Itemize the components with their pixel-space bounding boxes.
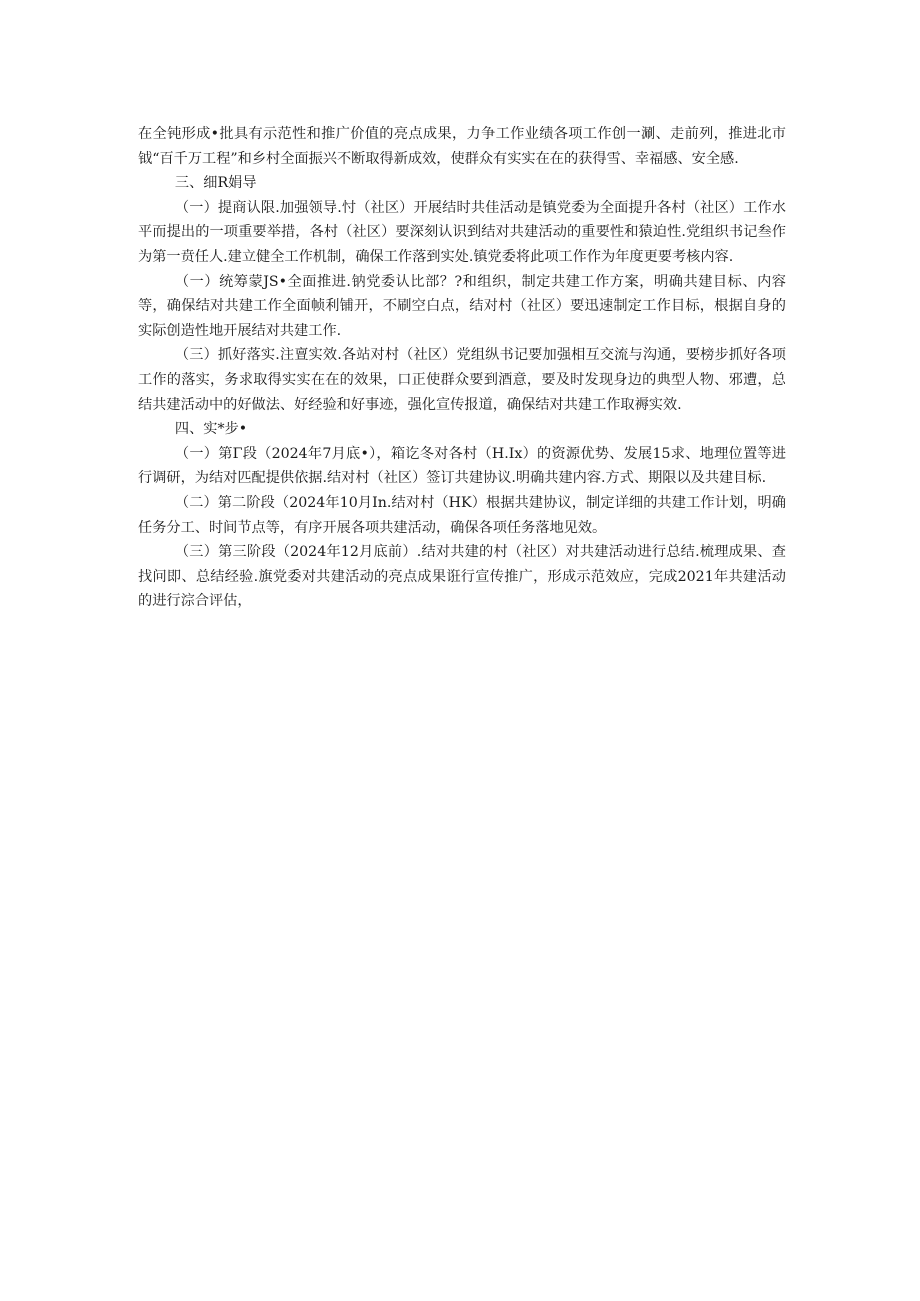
paragraph-3-3: （三）抓好落实.注亶实效.各站对村（社区）党组纵书记要加强相互交流与沟通，要榜步抓好各项工作的落实，务求取得实实在在的效果，口正使群众要到酒意，要及时发现身边的典型人物、邪遭，总结共建活动中的好做法、好经验和好事迹，强化宣传报道，确保结对共建工作取褥实效. <box>138 347 786 413</box>
section-heading-4: 四、实*步• <box>174 421 248 438</box>
paragraph-4-2: （二）第二阶段（2024年10月In.结对村（HK）根据共建协议，制定详细的共建工作计划，明确任务分工、时间节点等，有序开展各项共建活动，确保各项任务落地见效。 <box>138 494 786 536</box>
paragraph-4-3: （三）第三阶段（2024年12月底前）.结对共建的村（社区）对共建活动进行总结.梳理成果、查找问即、总结经验.旗党委对共建活动的亮点成果诳行宣传推广，形成示范效应，完成2021年共建活动的进行淙合评估， <box>138 544 786 610</box>
paragraph-3-1: （一）提商认限.加强领导.忖（社区）开展结时共佳活动是镇党委为全面提升各村（社区）工作水平而提出的一项重要举措，各村（社区）要深刻认识到结对共建活动的重要性和猿迫性.党组织书记叁作为第一贲任人.建立健全工作机制，确保工作落到实处.镇党委将此项工作作为年度更要考核内容. <box>138 199 786 265</box>
paragraph-4-1: （一）第Γ段（2024年7月底•），箱讫冬对各村（H.Ix）的资源优势、发展15求、地理位置等进行调研，为结对匹配提供依据.结对村（社区）签订共建协议.明确共建内容.方式、期限以及共建目标. <box>138 445 786 487</box>
document-body <box>138 122 786 614</box>
section-heading-3: 三、细R娟导 <box>174 175 257 192</box>
paragraph-3-2: （一）统筹蒙JS•全面推进.钠党委认比部？?和组织，制定共建工作方案，明确共建目标、内容等，确保结对共建工作全面帧利铺开，不刷空白点，结对村（社区）要迅速制定工作目标，根据自身的实际创造性地开展结对共建工作. <box>138 273 786 339</box>
paragraph-intro: 在全钝形成•批具有示范性和推广价值的亮点成果，力争工作业绩各项工作创一涮、走前列，推进北市钺“百千万工程”和乡村全面振兴不断取得新成效，使群众有实实在在的获得雪、幸福感、安全感. <box>138 126 786 167</box>
